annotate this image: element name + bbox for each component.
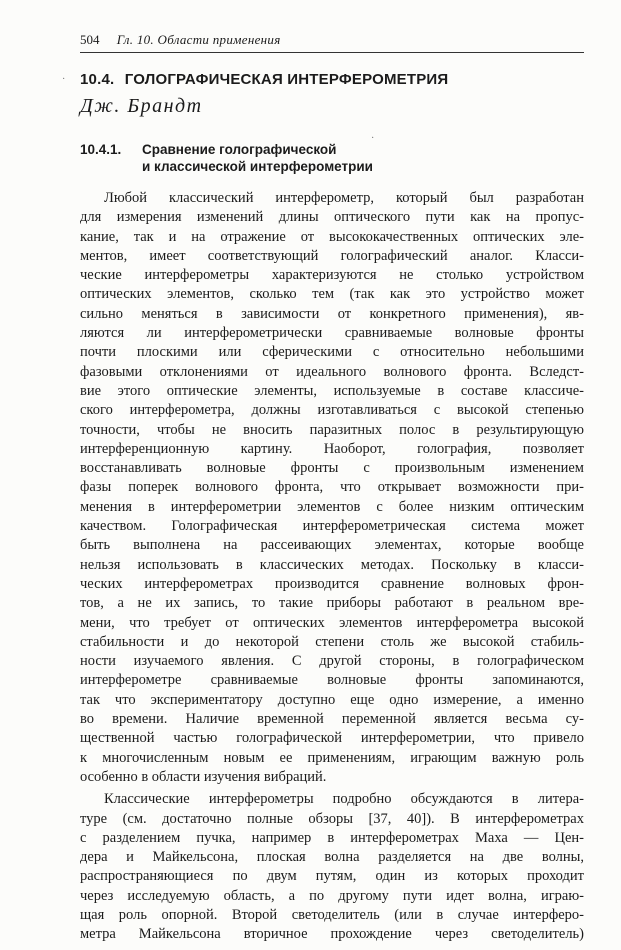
text-line: к многочисленным новым ее применениям, играющим важную роль	[80, 749, 584, 766]
text-line: щественной частью голографической интерферометрии, что привело	[80, 730, 584, 747]
text-line: сильно меняться в зависимости от конкретного применения), яв-	[80, 305, 584, 322]
section-heading	[80, 71, 448, 88]
text-line: ческих интерферометрах производится сравнение волновых фрон-	[80, 575, 584, 592]
author-name: Дж. Брандт	[80, 95, 203, 117]
text-line: фазовыми отклонениями от идеального волнового фронта. Вследст-	[80, 363, 584, 380]
text-line: метра Майкельсона вторичное прохождение через светоделитель)	[80, 926, 584, 943]
scan-dot: ·	[371, 133, 375, 144]
text-line: ности изучаемого явления. С другой стороны, в голографическом	[80, 653, 584, 670]
page-number: 504	[80, 32, 100, 47]
section-number: 10.4.	[80, 71, 115, 88]
subsection-title-line-1: Сравнение голографической	[142, 142, 337, 157]
text-line: тов, а не их запись, то такие приборы работают в реальном вре-	[80, 595, 584, 612]
running-head	[80, 32, 584, 53]
running-title: Гл. 10. Области применения	[116, 32, 281, 47]
scan-dot: ·	[62, 74, 66, 85]
text-line: точности, чтобы не вносить паразитных полос в результирующую	[80, 421, 584, 438]
text-line: нельзя использовать в классических методах. Поскольку в класси-	[80, 556, 584, 573]
text-line: фазы поперек волнового фронта, что открывает возможности при-	[80, 479, 584, 496]
text-line: менения в интерферометрии элементов с более низким оптическим	[80, 498, 584, 515]
text-line: качеством. Голографическая интерферометрическая система может	[80, 518, 584, 535]
text-line: быть выполнена на рассеивающих элементах, которые вообще	[80, 537, 584, 554]
text-line: ляются ли интерферометрически сравниваемые волновые фронты	[80, 325, 584, 342]
text-line: ческие интерферометры характеризуются не столько устройством	[80, 267, 584, 284]
text-line: интерферометре сравниваемые волновые фронты запоминаются,	[80, 672, 584, 689]
text-line: ского интерферометра, должны изготавливаться с высокой степенью	[80, 402, 584, 419]
text-line: через исследуемую область, а по другому пути идет волна, играю-	[80, 887, 584, 904]
text-line: особенно в области изучения вибраций.	[80, 768, 327, 785]
text-line: Классические интерферометры подробно обсуждаются в литера-	[104, 791, 584, 808]
text-line: для измерения изменений длины оптического пути как на пропус-	[80, 209, 584, 226]
text-line: мени, что требует от оптических элементов интерферометра высокой	[80, 614, 584, 631]
text-line: оптических элементов, сколько тем (так как это устройство может	[80, 286, 584, 303]
text-line: восстанавливать волновые фронты с произвольным изменением	[80, 460, 584, 477]
body-text	[80, 189, 584, 945]
text-line: интерференционную картину. Наоборот, голография, позволяет	[80, 440, 584, 457]
text-line: дера и Майкельсона, плоская волна разделяется на две волны,	[80, 849, 584, 866]
text-line: стабильности и до некоторой степени столь же высокой стабиль-	[80, 633, 584, 650]
text-line: с разделением пучка, например в интерферометрах Маха — Цен-	[80, 829, 584, 846]
text-line: так что экспериментатору доступно еще одно измерение, а именно	[80, 691, 584, 708]
subsection-number: 10.4.1.	[80, 142, 122, 157]
text-line: вие этого оптические элементы, используемые в составе классиче-	[80, 382, 584, 399]
text-line: во времени. Наличие временной переменной является весьма су-	[80, 711, 584, 728]
section-title: ГОЛОГРАФИЧЕСКАЯ ИНТЕРФЕРОМЕТРИЯ	[124, 71, 449, 88]
text-line: щая роль опорной. Второй светоделитель (или в случае интерферо-	[80, 906, 584, 923]
text-line: Любой классический интерферометр, который был разработан	[104, 190, 584, 206]
subsection-heading	[80, 141, 373, 175]
text-line: почти плоскими или сферическими с относительно небольшими	[80, 344, 584, 361]
text-line: кание, так и на отражение от высококачественных оптических эле-	[80, 228, 584, 245]
text-line: туре (см. достаточно полные обзоры [37, 40]). В интерферометрах	[80, 810, 584, 827]
subsection-title-line-2: и классической интерферометрии	[142, 159, 373, 174]
text-line: ментов, имеет соответствующий голографический аналог. Класси-	[80, 247, 584, 264]
text-line: распространяющиеся по двум путям, один из которых проходит	[80, 868, 584, 885]
